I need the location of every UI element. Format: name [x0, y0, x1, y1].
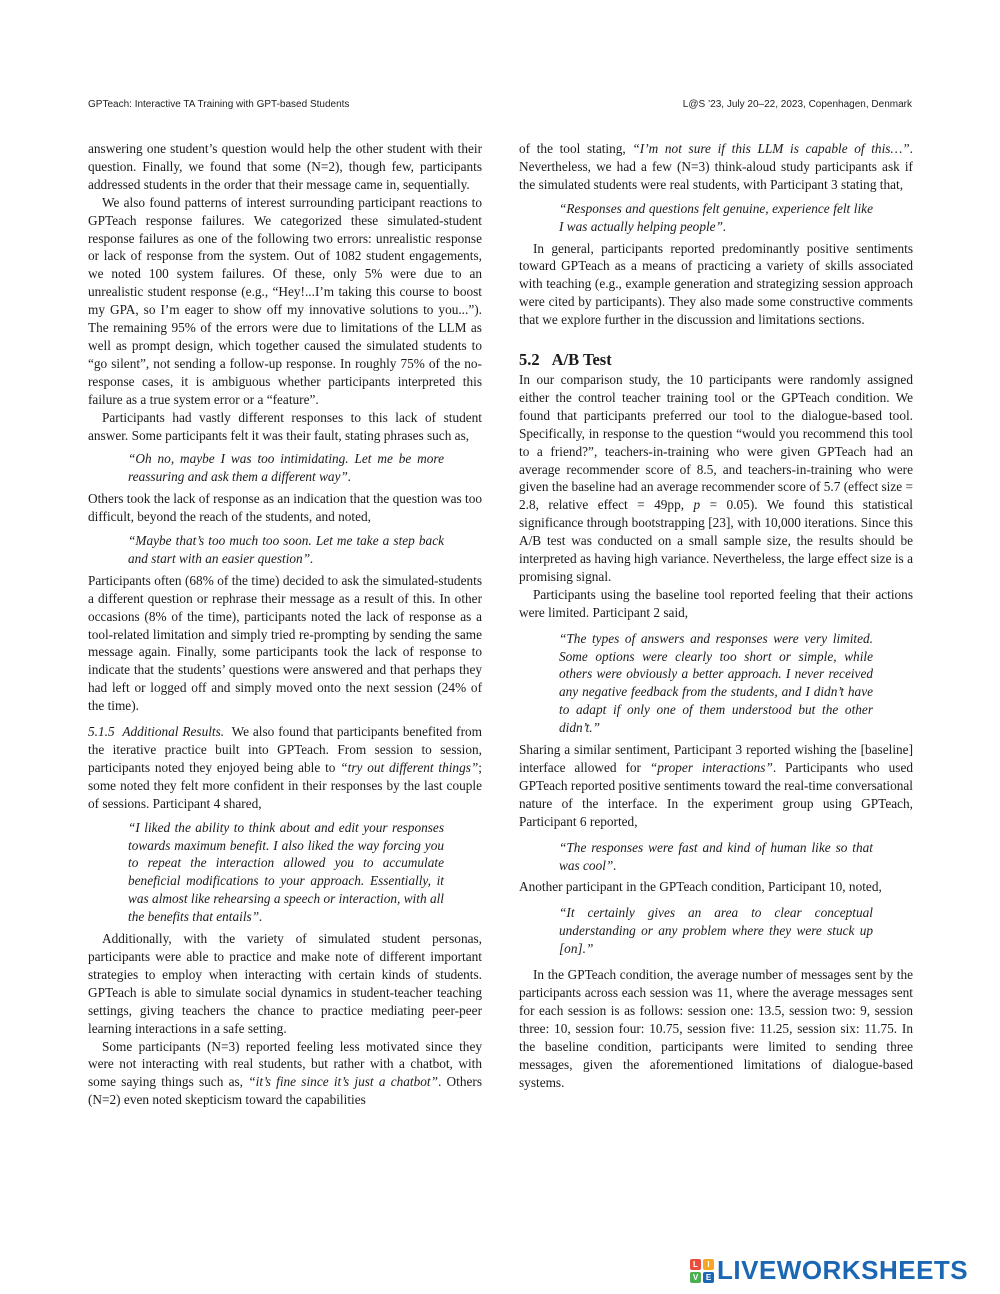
- text-run: In our comparison study, the 10 participants were randomly assigned either the control teacher training tool or the GPTeach condition. We found that participants preferred our tool to the dialogue-based tool. Specifically, in response to the question “would you recommend this tool to a friend?”, teachers-in-training who were given GPTeach had an average recommender score of 8.5, and teachers-in-training who were given the baseline had an average recommender score of 5.7 (effect size = 2.8, relative effect = 49pp,: [519, 371, 913, 513]
- paragraph: answering one student’s question would help the other student with their question. Finally, we found that some (N=2), though few, participants addressed students in the order that their message came in, sequentially.: [88, 141, 482, 192]
- text-run: . Others (N=2) even noted skepticism toward the capabilities: [88, 1074, 482, 1108]
- subsection-paragraph: [88, 723, 482, 813]
- liveworksheets-watermark: [690, 1255, 968, 1286]
- logo-letter: L: [690, 1259, 701, 1270]
- inline-quote: “it’s fine since it’s just a chatbot”: [248, 1074, 438, 1090]
- text-run: Some participants (N=3) reported feeling less motivated since they were not interacting with real students, but rather with a chatbot, with some saying things such as,: [88, 1038, 482, 1090]
- text-run: . Nevertheless, we had a few (N=3) think-aloud study participants ask if the simulated students were real students, with Participant 3 stating that,: [519, 141, 913, 192]
- logo-letter: E: [703, 1272, 714, 1283]
- paragraph: Participants using the baseline tool reported feeling that their actions were limited. Participant 2 said,: [519, 586, 913, 620]
- logo-letter: V: [690, 1272, 701, 1283]
- paragraph: In general, participants reported predominantly positive sentiments toward GPTeach as a means of practicing a variety of skills associated with teaching (e.g., example generation and strategizing session approach were cited by participants). They also made some constructive comments that we explore further in the discussion and limitations sections.: [519, 240, 913, 328]
- subsection-title: Additional Results.: [122, 724, 225, 740]
- section-number: 5.2: [519, 350, 540, 370]
- paragraph: [519, 140, 913, 194]
- block-quote: “The types of answers and responses were very limited. Some options were clearly too short or simple, while others were obviously a better approach. I never received any negative feedback from the students, and I didn’t have to adapt if only one of them understood but the other didn’t.”: [559, 630, 873, 736]
- liveworksheets-logo-icon: [690, 1259, 714, 1283]
- text-run: . Participants who used GPTeach reported positive sentiments toward the real-time conversational nature of the interface. In the experiment group using GPTeach, Participant 6 reported,: [519, 760, 913, 829]
- inline-quote: “I’m not sure if this LLM is capable of this…”: [632, 141, 910, 156]
- block-quote: “The responses were fast and kind of human like so that was cool”.: [559, 839, 873, 873]
- text-run: We also found that participants benefited from the iterative practice built into GPTeach. From session to session, participants noted they enjoyed being able to: [88, 724, 483, 775]
- text-run: = 0.05). We found this statistical significance through bootstrapping [23], with 10,000 iterations. Since this A/B test was conducted on a small sample size, the results should be interpreted as having high variance. Nevertheless, the large effect size is a promising signal.: [519, 497, 913, 584]
- paragraph: Participants often (68% of the time) decided to ask the simulated-students a different question or rephrase their message as a result of this. In other occasions (8% of the time), participants noted the lack of response as a tool-related limitation and simply tried re-prompting by sending the same message again. Finally, some participants took the lack of response to indicate that the students’ questions were answered and that perhaps they had left or logged off and simply moved onto the next session (24% of the time).: [88, 572, 482, 714]
- block-quote: “Maybe that’s too much too soon. Let me take a step back and start with an easier question”.: [128, 533, 444, 566]
- running-header: [88, 99, 912, 110]
- right-column: [519, 140, 913, 1091]
- p-value-symbol: p: [693, 497, 701, 513]
- text-run: Sharing a similar sentiment, Participant 3 reported wishing the [baseline] interface allowed for: [519, 742, 913, 775]
- text-run: of the tool stating,: [519, 141, 626, 156]
- paragraph: Another participant in the GPTeach condition, Participant 10, noted,: [519, 879, 882, 895]
- paragraph: Participants had vastly different responses to this lack of student answer. Some participants felt it was their fault, stating phrases such as,: [88, 409, 482, 443]
- text-run: ; some noted they felt more confident in their responses by the last couple of sessions. Participant 4 shared,: [88, 759, 482, 811]
- block-quote: “Oh no, maybe I was too intimidating. Let me be more reassuring and ask them a different way”.: [128, 451, 444, 485]
- inline-quote: “try out different things”: [340, 759, 479, 775]
- paragraph: Others took the lack of response as an indication that the question was too difficult, beyond the reach of the students, and noted,: [88, 491, 483, 525]
- paragraph: We also found patterns of interest surrounding participant reactions to GPTeach response failures. We categorized these simulated-student response failures as one of the following two errors: unrealistic response or lack of response from the system. Out of 1082 student engagements, we noted 100 system failures. Of these, only 5% were due to an unrealistic student response (e.g., “Hey!...I’m taking this course to boost my GPA, so I’m eager to show off my innovative solutions to you...”). The remaining 95% of the errors were due to limitations of the LLM as well as prompt design, which together caused the simulated students to “go silent”, not sending a follow-up response. In roughly 75% of the no-response cases, it is ambiguous whether participants interpreted this failure as a true system error or a “feature”.: [88, 194, 482, 407]
- watermark-text: LIVEWORKSHEETS: [717, 1255, 969, 1285]
- subsection-number: 5.1.5: [88, 724, 115, 740]
- block-quote: “Responses and questions felt genuine, experience felt like I was actually helping people”.: [559, 200, 873, 234]
- left-column: [88, 140, 482, 1109]
- paragraph: [88, 1038, 482, 1110]
- paragraph: [519, 371, 913, 586]
- paragraph: Additionally, with the variety of simulated student personas, participants were able to practice and make note of different important strategies to employ when interacting with certain kinds of students. GPTeach is able to simulate social dynamics in student-teacher teaching settings, giving teachers the chance to practice mediating peer-peer learning interactions in a safe setting.: [88, 931, 482, 1036]
- paragraph: In the GPTeach condition, the average number of messages sent by the participants across each session was 11, where the average messages sent for each session is as follows: session one: 13.5, session two: 9, session three: 10, session four: 10.75, session five: 11.25, session six: 11.75. In the baseline condition, participants were limited to sending three messages, given the aforementioned limitations of dialogue-based systems.: [519, 967, 913, 1090]
- header-title: GPTeach: Interactive TA Training with GPT-based Students: [88, 99, 350, 110]
- paragraph: [519, 741, 913, 831]
- block-quote: “I liked the ability to think about and edit your responses towards maximum benefit. I also liked the way forcing you to repeat the interaction allowed you to accumulate beneficial modifications to your approach. Essentially, it was almost like rehearsing a speech or interaction, with all the benefits that entails”.: [128, 819, 444, 925]
- block-quote: “It certainly gives an area to clear conceptual understanding or any problem where they were stuck up [on].”: [559, 905, 873, 957]
- header-venue: L@S ’23, July 20–22, 2023, Copenhagen, Denmark: [682, 99, 912, 110]
- section-title: A/B Test: [551, 350, 612, 370]
- logo-letter: I: [703, 1259, 714, 1270]
- section-heading: [519, 351, 913, 369]
- inline-quote: “proper interactions”: [649, 760, 773, 775]
